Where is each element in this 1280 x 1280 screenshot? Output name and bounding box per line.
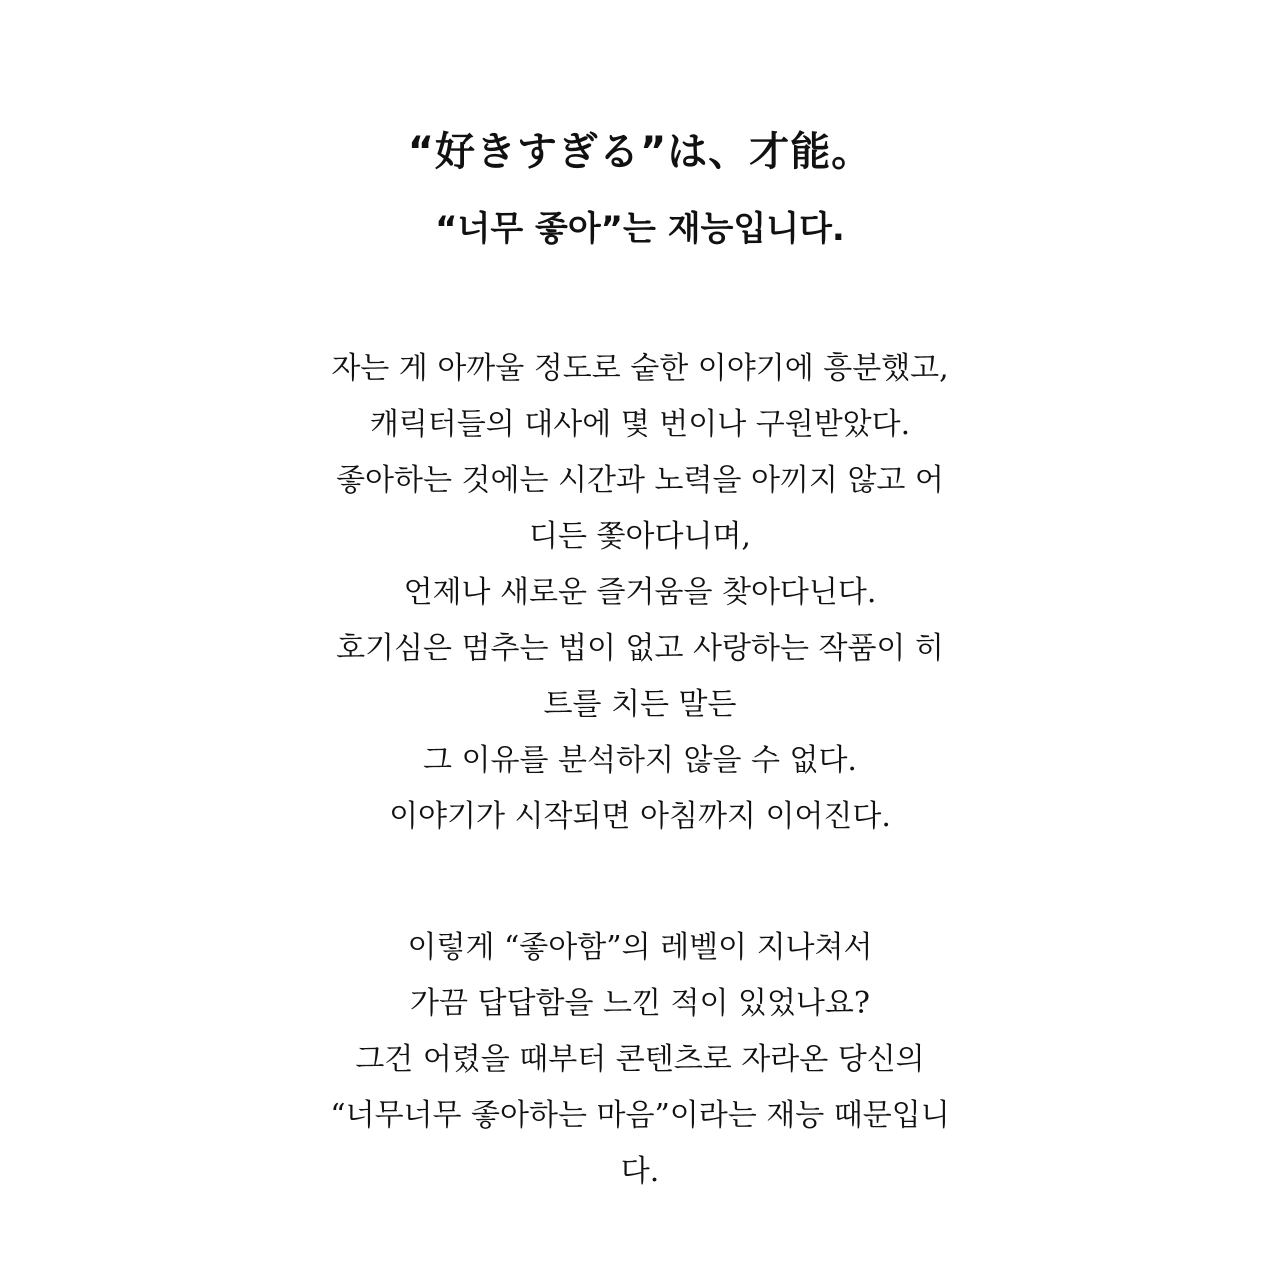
paragraph-2 bbox=[0, 920, 1280, 1200]
paragraph-line: 디든 쫓아다니며, bbox=[529, 519, 751, 554]
paragraph-line: 그건 어렸을 때부터 콘텐츠로 자라온 당신의 bbox=[355, 1042, 925, 1077]
paragraph-line: 다. bbox=[620, 1154, 660, 1189]
paragraph-line: 그 이유를 분석하지 않을 수 없다. bbox=[423, 743, 857, 778]
paragraph-line: “너무너무 좋아하는 마음”이라는 재능 때문입니 bbox=[330, 1098, 950, 1133]
paragraph-line: 자는 게 아까울 정도로 숱한 이야기에 흥분했고, bbox=[331, 351, 949, 386]
paragraph-line: 가끔 답답함을 느낀 적이 있었나요? bbox=[410, 986, 870, 1021]
paragraph-line: 트를 치든 말든 bbox=[543, 687, 737, 722]
paragraph-line: 호기심은 멈추는 법이 없고 사랑하는 작품이 히 bbox=[336, 631, 944, 666]
paragraph-1 bbox=[0, 341, 1280, 845]
title-japanese: “好きすぎる”は、才能。 bbox=[407, 129, 873, 175]
paragraph-line: 언제나 새로운 즐거움을 찾아다닌다. bbox=[403, 575, 877, 610]
paragraph-line: 캐릭터들의 대사에 몇 번이나 구원받았다. bbox=[369, 407, 911, 442]
paragraph-line: 좋아하는 것에는 시간과 노력을 아끼지 않고 어 bbox=[336, 463, 944, 498]
paragraph-line: 이렇게 “좋아함”의 레벨이 지나쳐서 bbox=[407, 930, 873, 965]
title-korean: “너무 좋아”는 재능입니다. bbox=[435, 209, 845, 249]
paragraph-line: 이야기가 시작되면 아침까지 이어진다. bbox=[389, 799, 891, 834]
